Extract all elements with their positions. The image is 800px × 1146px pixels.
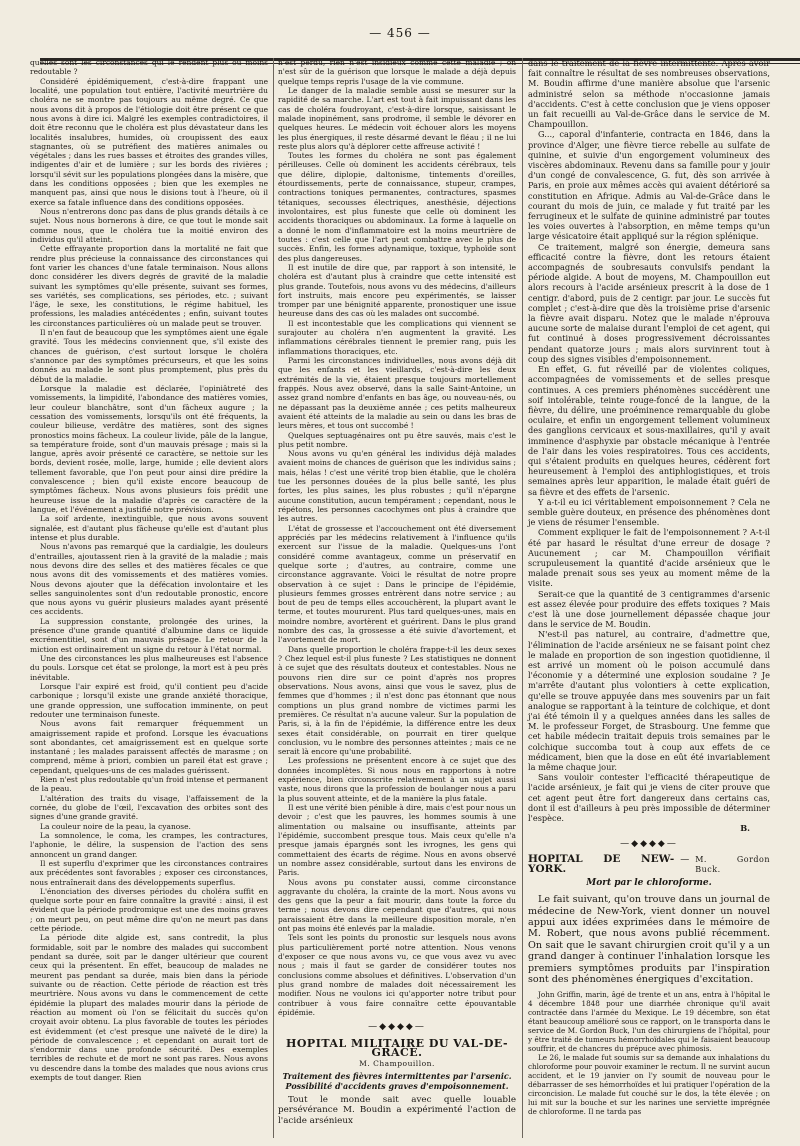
- paragraph: Comment expliquer le fait de l'empoisonnement ? A-t-il été par hasard le résultat d'une erreur de dosage ? Aucunement ; car M. Champouillon vérifiait scrupuleusement la quantité d'acide arsénieux que le malade prenait sous ses yeux au moment même de la visite.: [528, 527, 770, 589]
- column-2: [278, 58, 516, 1126]
- paragraph: Une des circonstances les plus malheureuses est l'absence du pouls. Lorsque cet état se prolonge, la mort est à peu près inévitable.: [30, 654, 268, 682]
- paragraph: Tels sont les points du pronostic sur lesquels nous avons plus particulièrement porté notre attention. Nous venons d'exposer ce que nous avons vu, ce que vous avez vu avec nous ; mais il faut se garder de considérer toutes nos conclusions comme absolues et définitives. L'observation d'un plus grand nombre de malades doit nécessairement les modifier. Nous ne voulons ici qu'apporter notre tribut pour contribuer à vous faire connaître cette épouvantable épidémie.: [278, 933, 516, 1017]
- paragraph: La période dite algide est, sans contredit, la plus formidable, soit par le nombre des malades qui succombent pendant sa durée, soit par le danger ultérieur que courent ceux qui la présentent. En effet, beaucoup de malades ne meurent pas pendant sa durée, mais bien dans la période suivante ou de réaction. Cette période de réaction est très meurtrière. Nous avons vu dans le commencement de cette épidémie la plupart des malades mourir dans la période de réaction au moment où l'on se félicitait du succès qu'on croyait avoir obtenu. La plus favorable de toutes les périodes est évidemment (et c'est presque une naïveté de le dire) la période de convalescence ; et cependant on aurait tort de s'endormir dans une profonde sécurité. Des exemples terribles de rechute et de mort ne sont pas rares. Nous avons vu descendre dans la tombe des malades que nous avions crus exempts de tout danger. Rien: [30, 933, 268, 1083]
- paragraph: Nous avons vu qu'en général les individus déjà malades avaient moins de chances de guérison que les individus sains ; mais, hélas ! c'est une vérité trop bien établie, que le choléra tue les personnes douées de la plus belle santé, les plus fortes, les plus saines, les plus robustes ; qu'il n'épargne aucune constitution, aucun tempérament ; cependant, nous le répétons, les personnes cacochymes ont plus à craindre que les autres.: [278, 449, 516, 524]
- paragraph: Il est inutile de dire que, par rapport à son intensité, le choléra est d'autant plus à craindre que cette intensité est plus grande. Toutefois, nous avons vu des médecins, d'ailleurs fort instruits, mais encore peu expérimentés, se laisser tromper par une bénignité apparente, pronostiquer une issue heureuse dans des cas où les malades ont succombé.: [278, 262, 516, 319]
- paragraph: La suppression constante, prolongée des urines, la présence d'une grande quantité d'albumine dans ce liquide excrémentitiel, sont d'un mauvais présage. Le retour de la miction est ordinairement un signe du retour à l'état normal.: [30, 616, 268, 654]
- heading-dash: —: [680, 854, 690, 865]
- paragraph: Nous n'entrerons donc pas dans de plus grands détails à ce sujet. Nous nous bornerons à dire, ce que tout le monde sait comme nous, que le choléra tue la moitié environ des individus qu'il atteint.: [30, 207, 268, 244]
- paragraph: Lorsque la maladie est déclarée, l'opiniâtreté des vomissements, la limpidité, l'abondance des matières vomies, leur couleur blanchâtre, sont d'un fâcheux augure ; la cessation des vomissements, lorsqu'ils ont été fréquents, la couleur bilieuse, verdâtre des matières, sont des signes pronostics moins fâcheux. La couleur livide, pâle de la langue, sa température froide, sont d'un mauvais présage ; mais si la langue, après avoir présenté ce caractère, se nettoie sur les bords, devient rosée, molle, large, humide ; elle devient alors tellement favorable, que l'on peut pour ainsi dire prédire la convalescence ; bien qu'il existe encore beaucoup de symptômes fâcheux. Nous avons plusieurs fois prédit une heureuse issue de la maladie d'après ce caractère de la langue, et l'événement a justifié notre prévision.: [30, 383, 268, 514]
- hospital-author: M. Gordon Buck.: [695, 854, 770, 874]
- paragraph: L'altération des traits du visage, l'affaissement de la cornée, du globe de l'œil, l'excavation des orbites sont des signes d'une grande gravité.: [30, 793, 268, 822]
- paragraph: dans le traitement de la fièvre intermittente. Après avoir fait connaître le résultat de ses nombreuses observations, M. Boudin affirme d'une manière absolue que l'arsenic administré selon sa méthode n'occasionne jamais d'accidents. C'est à cette conclusion que je viens opposer un fait recueilli au Val-de-Grâce dans le service de M. Champouillon.: [528, 58, 770, 130]
- paragraph: Toutes les formes du choléra ne sont pas également périlleuses. Celle où dominent les accidents cérébraux, tels que délire, diplopie, daltonisme, tintements d'oreilles, étourdissements, perte de connaissance, stupeur, crampes, contractions toniques permanentes, contractures, spasmes tétaniques, secousses électriques, anesthésie, déjections involontaires, est plus funeste que celle où dominent les accidents thoraciques ou abdominaux. La forme à laquelle on a donné le nom d'inflammatoire est la moins meurtrière de toutes : c'est celle que l'art peut combattre avec le plus de succès. Enfin, les formes adynamique, toxique, typhoïde sont des plus dangereuses.: [278, 151, 516, 263]
- paragraph: Lorsque l'air expiré est froid, qu'il contient peu d'acide carbonique ; lorsqu'il existe une grande anxiété thoracique, une grande oppression, une suffocation imminente, on peut redouter une terminaison funeste.: [30, 681, 268, 719]
- paragraph: Quelques septuagénaires ont pu être sauvés, mais c'est le plus petit nombre.: [278, 430, 516, 449]
- paragraph: La soif ardente, inextinguible, que nous avons souvent signalée, est d'autant plus fâcheuse qu'elle est d'autant plus intense et plus durable.: [30, 514, 268, 542]
- paragraph: La somnolence, le coma, les crampes, les contractures, l'aphonie, le délire, la suspension de l'action des sens annoncent un grand danger.: [30, 830, 268, 859]
- paragraph: Il est incontestable que les complications qui viennent se surajouter au choléra n'en augmentent la gravité. Les inflammations cérébrales tiennent le premier rang, puis les inflammations thoraciques, etc.: [278, 318, 516, 356]
- column-divider: [522, 58, 523, 1138]
- paragraph: En effet, G. fut réveillé par de violentes coliques, accompagnées de vomissements et de selles presque continues. A ces premiers phénomènes succédèrent une soif intolérable, teinte rouge-foncé de la langue, de la fièvre, du délire, une proéminence remarquable du globe oculaire, et enfin un engorgement tellement volumineux des ganglions cervicaux et sous-maxillaires, qu'il y avait imminence d'asphyxie par obstacle mécanique à l'entrée de l'air dans les voies respiratoires. Tous ces accidents, qui s'étaient produits en quelques heures, cédèrent fort heureusement à l'emploi des antiphlogistiques, et trois semaines après leur apparition, le malade était guéri de sa fièvre et des effets de l'arsenic.: [528, 364, 770, 497]
- paragraph: Il n'en faut de beaucoup que les symptômes aient une égale gravité. Tous les médecins conviennent que, s'il existe des chances de guérison, c'est surtout lorsque le choléra s'annonce par des symptômes précurseurs, et que les soins donnés au malade le sont plus promptement, plus près du début de la maladie.: [30, 328, 268, 384]
- paragraph: Il est superflu d'exprimer que les circonstances contraires aux précédentes sont favorables ; exposer ces circonstances, nous entraînerait dans des développements superflus.: [30, 858, 268, 887]
- page-number: — 456 —: [369, 26, 431, 40]
- paragraph: Cette effrayante proportion dans la mortalité ne fait que rendre plus précieuse la connaissance des circonstances qui font varier les chances d'une fatale terminaison. Nous allons donc considérer les divers degrés de gravité de la maladie suivant les symptômes qu'elle présente, suivant ses formes, ses variétés, ses complications, ses périodes, etc. ; suivant l'âge, le sexe, les constitutions, le régime habituel, les professions, les maladies antécédentes ; enfin, suivant toutes les circonstances particulières où un malade peut se trouver.: [30, 244, 268, 328]
- section-ornament: —◆◆◆◆—: [620, 839, 678, 850]
- paragraph: Considéré épidémiquement, c'est-à-dire frappant une localité, une population tout entière, l'activité meurtrière du choléra ne se montre pas toujours au même degré. Ce que nous avons dit à propos de l'étiologie doit être présent ce que nous avons à dire ici. Malgré les exemples contradictoires, il doit être reconnu que le choléra est plus dévastateur dans les localités insalubres, humides, où croupissent des eaux stagnantes, où se putréfient des matières animales ou végétales ; dans les rues basses et étroites des grandes villes, indigentes d'air et de lumière ; sur les bords des rivières ; lorsqu'il sévit sur les populations plongées dans la misère, que dans les conditions opposées ; bien que les exemples ne manquent pas, ainsi que nous le disions tout à l'heure, où il exerce sa fatale influence dans des conditions opposées.: [30, 76, 268, 207]
- hospital-heading: HOPITAL DE NEW-YORK.: [528, 852, 675, 875]
- article-subtitle: Mort par le chloroforme.: [586, 878, 712, 889]
- paragraph: L'état de grossesse et l'accouchement ont été diversement appréciés par les médecins relativement à l'influence qu'ils exercent sur l'issue de la maladie. Quelques-uns l'ont considéré comme avantageux, comme un préservatif en quelque sorte ; d'autres, au contraire, comme une circonstance aggravante. Voici le résultat de notre propre observation à ce sujet : Dans le principe de l'épidémie, plusieurs femmes grosses entrèrent dans notre service ; au bout de peu de temps elles accouchèrent, la plupart avant le terme, et toutes moururent. Plus tard quelques-unes, mais en moindre nombre, avortèrent et guérirent. Dans le plus grand nombre des cas, la grossesse a été suivie d'avortement, et l'avortement de mort.: [278, 523, 516, 645]
- paragraph: G..., caporal d'infanterie, contracta en 1846, dans la province d'Alger, une fièvre tierce rebelle au sulfate de quinine, et suivie d'un engorgement volumineux des viscères abdominaux. Revenu dans sa famille pour y jouir d'un congé de convalescence, G. fut, dès son arrivée à Paris, en proie aux mêmes accès qui avaient détérioré sa constitution en Afrique. Admis au Val-de-Grâce dans le courant du mois de juin, ce malade y fut traité par les ferrugineux et le sulfate de quinine administré par toutes les voies ouvertes à l'absorption, en même temps qu'un large vésicatoire était appliqué sur la région splénique.: [528, 129, 770, 242]
- paragraph: quelles sont les circonstances qui le rendent plus ou moins redoutable ?: [30, 58, 268, 77]
- article-subtitle: Traitement des fièvres intermittentes par l'arsenic. Possibilité d'accidents graves d'empoisonnement.: [282, 1071, 512, 1091]
- article-signature: B.: [740, 823, 750, 834]
- section-ornament: —◆◆◆◆—: [368, 1022, 426, 1033]
- paragraph: John Griffin, marin, âgé de trente et un ans, entra à l'hôpital le 4 décembre 1848 pour une diarrhée chronique qu'il avait contractée dans l'armée du Mexique. Le 19 décembre, son état étant beaucoup amélioré sous ce rapport, on le transporta dans le service de M. Gordon Buck, l'un des chirurgiens de l'hôpital, pour y être traité de tumeurs hémorrhoïdales qui le faisaient beaucoup souffrir, et de chancres du prépuce avec phimosis.: [528, 989, 770, 1053]
- paragraph: Nous avons fait remarquer fréquemment un amaigrissement rapide et profond. Lorsque les évacuations sont abondantes, cet amaigrissement est en quelque sorte instantané ; les malades paraissent affectés de marasme ; on comprend, même à priori, combien un pareil état est grave ; cependant, quelques-uns de ces malades guérissent.: [30, 719, 268, 775]
- paragraph: Rien n'est plus redoutable qu'un froid intense et permanent de la peau.: [30, 775, 268, 794]
- hospital-heading-line: [528, 854, 770, 875]
- paragraph: Il est une vérité bien pénible à dire, mais c'est pour nous un devoir ; c'est que les pauvres, les hommes soumis à une alimentation ou malsaine ou insuffisante, atteints par l'épidémie, succombent presque tous. Mais ceux qu'elle n'a presque jamais épargnés sont les ivrognes, les gens qui commettaient des écarts de régime. Nous en avons observé un nombre assez considérable, surtout dans les environs de Paris.: [278, 803, 516, 878]
- paragraph: n'est perdu, rien n'est insidieux comme cette maladie ; on n'est sûr de la guérison que lorsque le malade a déjà depuis quelque temps repris l'usage de la vie commune.: [278, 58, 516, 86]
- paragraph: Serait-ce que la quantité de 3 centigrammes d'arsenic est assez élevée pour produire des effets toxiques ? Mais c'est là une dose journellement dépassée chaque jour dans le service de M. Boudin.: [528, 588, 770, 630]
- paragraph: Parmi les circonstances individuelles, nous avons déjà dit que les enfants et les vieillards, c'est-à-dire les deux extrémités de la vie, étaient presque toujours mortellement frappés. Nous avez observé, dans la salle Saint-Antoine, un assez grand nombre d'enfants en bas âge, ou nouveau-nés, ou ne dépassant pas la deuxième année ; ces petits malheureux avaient été atteints de la maladie au sein ou dans les bras de leurs mères, et tous ont succombé !: [278, 356, 516, 431]
- hospital-heading: HOPITAL MILITAIRE DU VAL-DE-GRACE.: [285, 1036, 509, 1059]
- column-3: [528, 58, 770, 1116]
- paragraph: L'énonciation des diverses périodes du choléra suffit en quelque sorte pour en faire connaître la gravité : ainsi, il est évident que la période prodromique est une des moins graves ; on meurt peu, on peut même dire qu'on ne meurt pas dans cette période.: [30, 886, 268, 934]
- paragraph: Sans vouloir contester l'efficacité thérapeutique de l'acide arsénieux, je fait qui je viens de citer prouve que cet agent peut être fort dangereux dans certains cas, dont il est d'ailleurs à peu près impossible de déterminer l'espèce.: [528, 772, 770, 824]
- page-header: [0, 20, 800, 50]
- paragraph: Tout le monde sait avec quelle louable persévérance M. Boudin a expérimenté l'action de l'acide arsénieux: [278, 1095, 516, 1126]
- paragraph: Y a-t-il eu ici véritablement empoisonnement ? Cela ne semble guère douteux, en présence des phénomènes dont je viens de résumer l'ensemble.: [528, 496, 770, 528]
- paragraph: Le 26, le malade fut soumis sur sa demande aux inhalations du chloroforme pour pouvoir examiner le rectum. Il ne survint aucun accident, et le 19 janvier on l'y soumit de nouveau pour le débarrasser de ses hémorrhoïdes et lui pratiquer l'opération de la circoncision. Le malade fut couché sur le dos, la tête élevée ; on lui mit sur la bouche et sur les narines une serviette imprégnée de chloroforme. Il ne tarda pas: [528, 1052, 770, 1116]
- paragraph: Nous avons pu constater aussi, comme circonstance aggravante du choléra, la crainte de la mort. Nous avons vu des gens que la peur a fait mourir, dans toute la force du terme ; nous devons dire cependant que d'autres, qui nous paraissaient être dans la meilleure disposition morale, n'en ont pas moins été enlevés par la maladie.: [278, 877, 516, 934]
- paragraph: Dans quelle proportion le choléra frappe-t-il les deux sexes ? Chez lequel est-il plus funeste ? Les statistiques ne donnent à ce sujet que des résultats douteux et contestables. Nous ne pouvons rien dire sur ce point d'après nos propres observations. Nous avons, ainsi que vous le savez, plus de femmes que d'hommes ; il n'est donc pas étonnant que nous comptions un plus grand nombre de victimes parmi les premières. Ce résultat n'a aucune valeur. Sur la population de Paris, si, à la fin de l'épidémie, la différence entre les deux sexes était considérable, on pourrait en tirer quelque conclusion, vu le nombre des personnes atteintes ; mais ce ne serait là encore qu'une probabilité.: [278, 644, 516, 757]
- paragraph: Le danger de la maladie semble aussi se mesurer sur la rapidité de sa marche. L'art est tout à fait impuissant dans les cas de choléra foudroyant, c'est-à-dire lorsque, saisissant le malade inopinément, sans prodrome, il semble le dévorer en quelques heures. Le médecin voit échouer alors les moyens les plus énergiques, il reste désarmé devant le fléau ; il ne lui reste plus alors qu'à déplorer cette affreuse activité !: [278, 85, 516, 151]
- paragraph: La couleur noire de la peau, la cyanose.: [40, 821, 191, 831]
- paragraph: Ce traitement, malgré son énergie, demeura sans efficacité contre la fièvre, dont les retours étaient accompagnés de soubresauts convulsifs pendant la période algide. A bout de moyens, M. Champouillon eut alors recours à l'acide arsénieux prescrit à la dose de 1 centigr. d'abord, puis de 2 centigr. par jour. Le succès fut complet ; c'est-à-dire que dès la troisième prise d'arsenic la fièvre avait disparu. Notez que le malade n'éprouva aucune sorte de malaise durant l'emploi de cet agent, qui fut continué à doses progressivement décroissantes pendant quatorze jours ; mais alors survinrent tout à coup des signes visibles d'empoisonnement.: [528, 241, 770, 364]
- paragraph: N'est-il pas naturel, au contraire, d'admettre que, l'élimination de l'acide arsénieux ne se faisant point chez le malade en proportion de son ingestion quotidienne, il est arrivé un moment où le poison accumulé dans l'économie y a déterminé une explosion soudaine ? Je m'arrête d'autant plus volontiers à cette explication, qu'elle se trouve appuyée dans mes souvenirs par un fait analogue se rapportant à la teinture de colchique, et dont j'ai été témoin il y a quelques années dans les salles de M. le professeur Forget, de Strasbourg. Une femme que cet habile médecin traitait depuis trois semaines par le colchique succomba tout à coup aux effets de ce médicament, bien que la dose en eût été invariablement la même chaque jour.: [528, 629, 770, 773]
- column-divider: [273, 58, 274, 1138]
- paragraph: Les professions ne présentent encore à ce sujet que des données incomplètes. Si nous nous en rapportons à notre expérience, bien circonscrite relativement à un sujet aussi vaste, nous dirons que la profession de boulanger nous a paru la plus souvent atteinte, et de la manière la plus fatale.: [278, 756, 516, 803]
- column-1: [30, 58, 268, 1082]
- paragraph: Le fait suivant, qu'on trouve dans un journal de médecine de New-York, vient donner un nouvel appui aux idées exprimées dans le mémoire de M. Robert, que nous avons publié récemment. On sait que le savant chirurgien croit qu'il y a un grand danger à continuer l'inhalation lorsque les premiers symptômes produits par l'inspiration sont des phénomènes énergiques d'excitation.: [528, 894, 770, 986]
- hospital-author: M. Champouillon.: [359, 1059, 435, 1069]
- paragraph: Nous n'avons pas remarqué que la cardialgie, les douleurs d'entrailles, ajoutassent rien à la gravité de la maladie ; mais nous devons dire des selles et des matières fécales ce que nous avons dit des vomissements et des matières vomies. Nous devons ajouter que la défécation involontaire et les selles sanguinolentes sont d'un redoutable pronostic, encore que nous ayons vu guérir plusieurs malades ayant présenté ces accidents.: [30, 542, 268, 617]
